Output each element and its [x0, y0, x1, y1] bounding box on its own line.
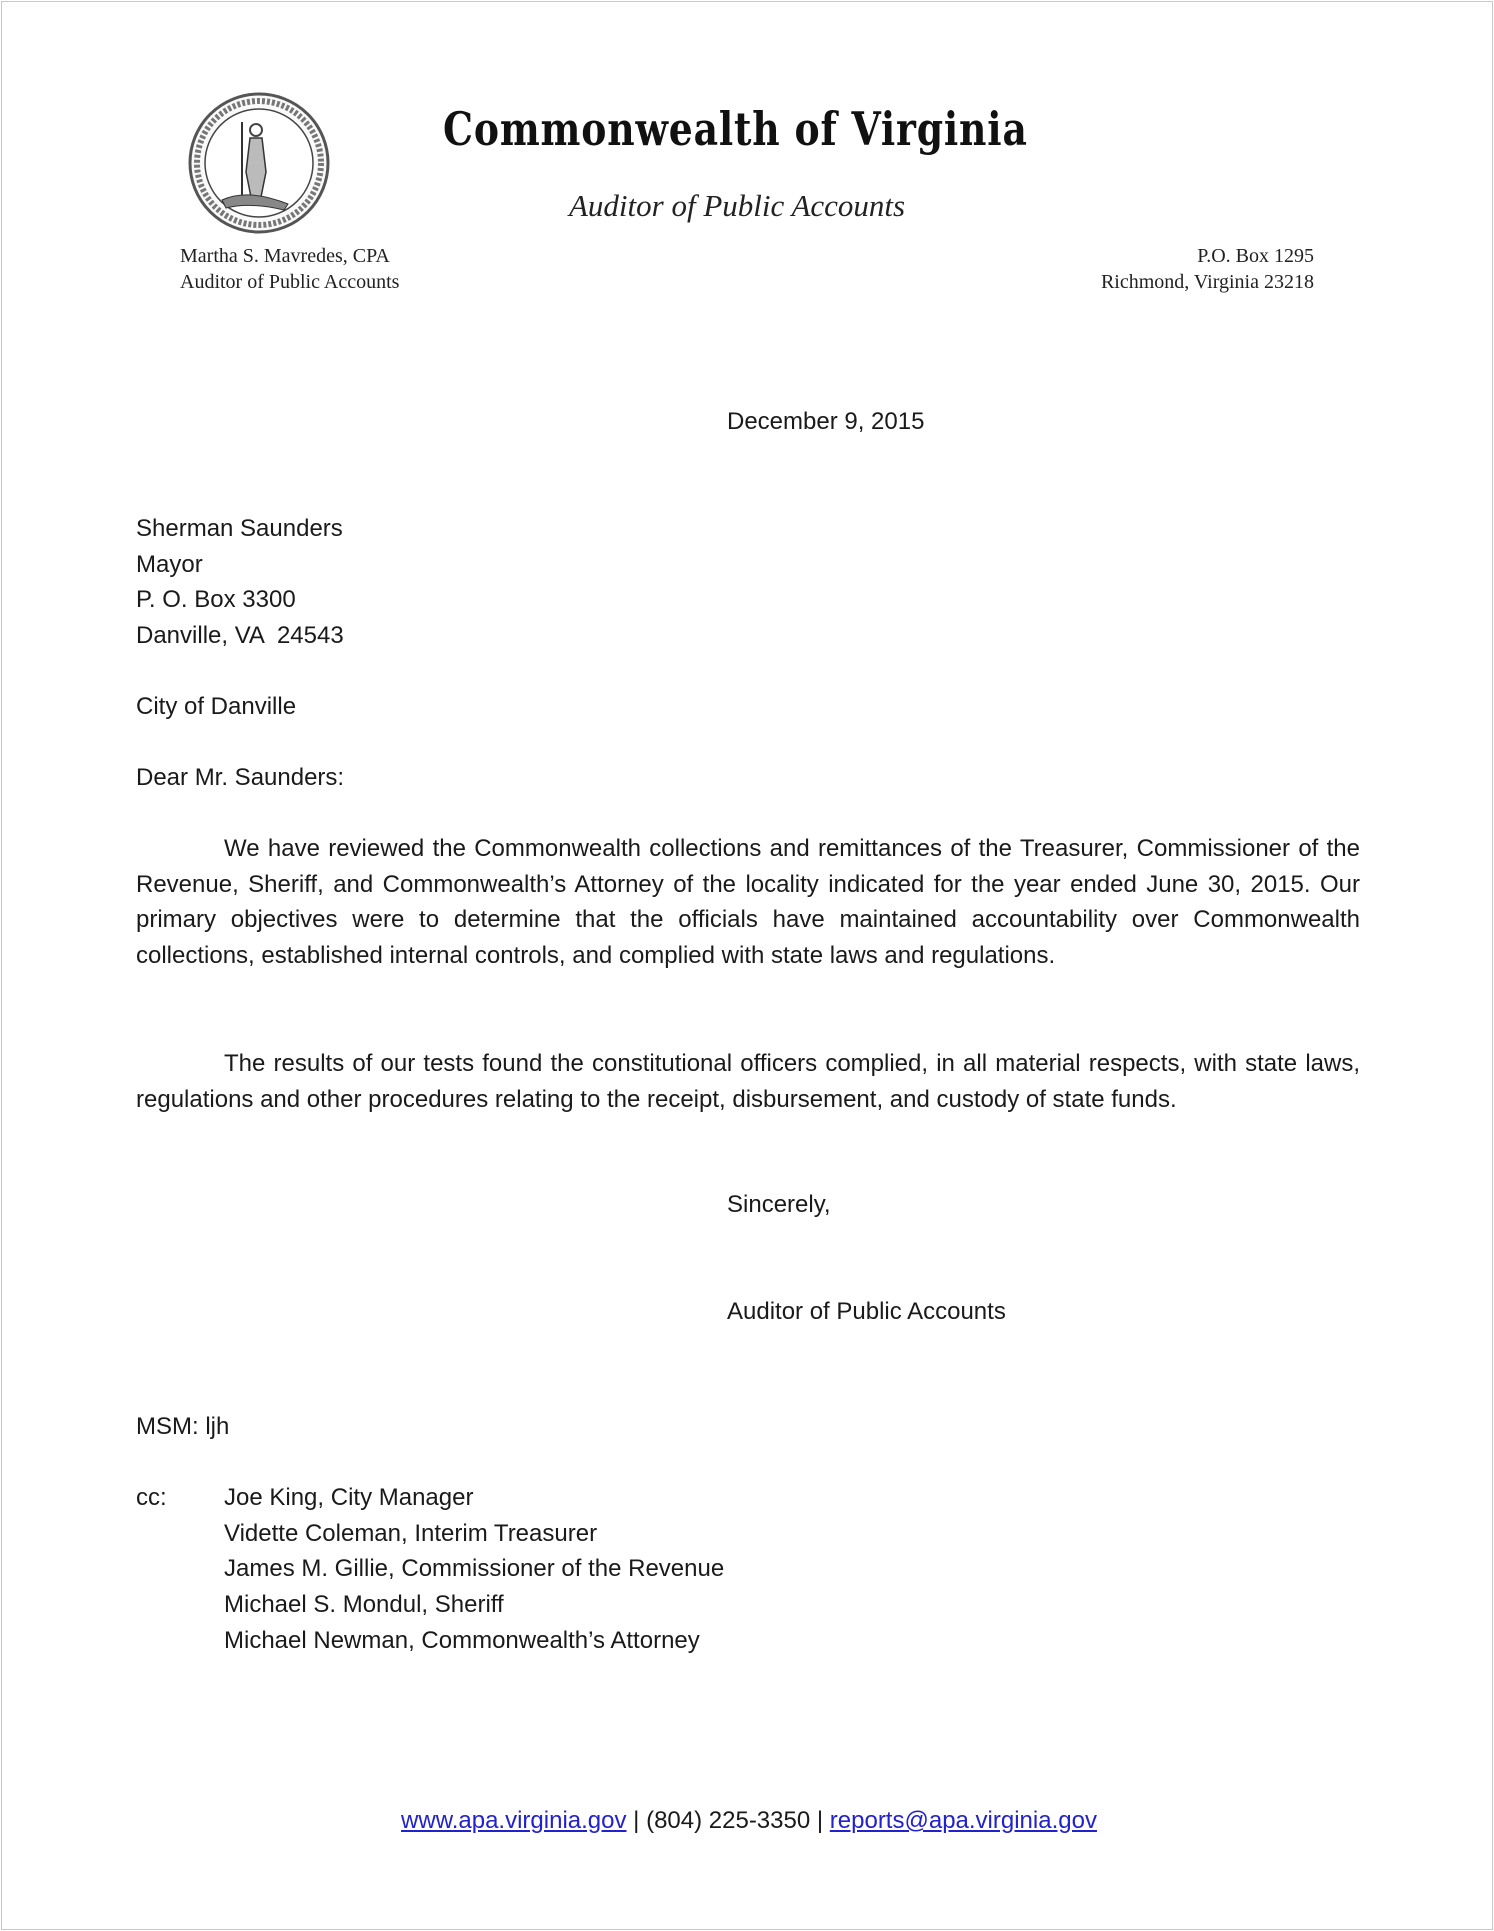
- footer: [2, 1807, 1494, 1835]
- closing: Sincerely,: [727, 1191, 831, 1218]
- auditor-name: Martha S. Mavredes, CPA: [180, 245, 390, 267]
- cc-item: Michael S. Mondul, Sheriff: [224, 1591, 504, 1619]
- address-line-2: Richmond, Virginia 23218: [1100, 271, 1314, 293]
- virginia-seal-icon: [188, 92, 330, 234]
- cc-label: cc:: [136, 1484, 167, 1511]
- recipient-address-2: Danville, VA 24543: [136, 622, 344, 649]
- email-link[interactable]: reports@apa.virginia.gov: [829, 1807, 1097, 1834]
- cc-item: Joe King, City Manager: [224, 1484, 474, 1511]
- phone-number: (804) 225-3350: [646, 1807, 811, 1834]
- letterhead-title: Commonwealth of Virginia: [443, 102, 1028, 156]
- letter-date: December 9, 2015: [727, 408, 925, 435]
- recipient-title: Mayor: [136, 551, 203, 578]
- letterhead-subtitle: Auditor of Public Accounts: [569, 188, 906, 223]
- separator: |: [633, 1807, 640, 1834]
- cc-item: Michael Newman, Commonwealth’s Attorney: [224, 1626, 700, 1654]
- recipient-address-1: P. O. Box 3300: [136, 586, 296, 613]
- salutation: Dear Mr. Saunders:: [136, 764, 345, 791]
- paragraph-1-text: We have reviewed the Commonwealth collections and remittances of the Treasurer, Commissioner of the Revenue, Sheriff, and Commonwealth’s Attorney of the locality indicated for the year ended June 30, 2015. Our primary objectives were to determine that the officials have maintained accountability over Commonwealth collections, established internal controls, and complied with state laws and regulations.: [136, 835, 1360, 970]
- letter-page: [1, 1, 1493, 1930]
- body-paragraph-2: [136, 1046, 1360, 1117]
- recipient-name: Sherman Saunders: [136, 515, 343, 542]
- auditor-title: Auditor of Public Accounts: [180, 271, 400, 293]
- body-paragraph-1: [136, 831, 1360, 974]
- cc-list: [224, 1480, 724, 1658]
- locality: City of Danville: [136, 693, 297, 720]
- separator: |: [816, 1807, 824, 1834]
- initials: MSM: ljh: [136, 1413, 230, 1440]
- cc-item: James M. Gillie, Commissioner of the Revenue: [224, 1555, 725, 1583]
- website-link[interactable]: www.apa.virginia.gov: [401, 1807, 627, 1834]
- paragraph-2-text: The results of our tests found the constitutional officers complied, in all material respects, with state laws, regulations and other procedures relating to the receipt, disbursement, and custody of state funds.: [136, 1050, 1360, 1113]
- cc-item: Vidette Coleman, Interim Treasurer: [224, 1519, 598, 1547]
- signature-block: Auditor of Public Accounts: [727, 1298, 1006, 1325]
- address-line-1: P.O. Box 1295: [1197, 245, 1314, 267]
